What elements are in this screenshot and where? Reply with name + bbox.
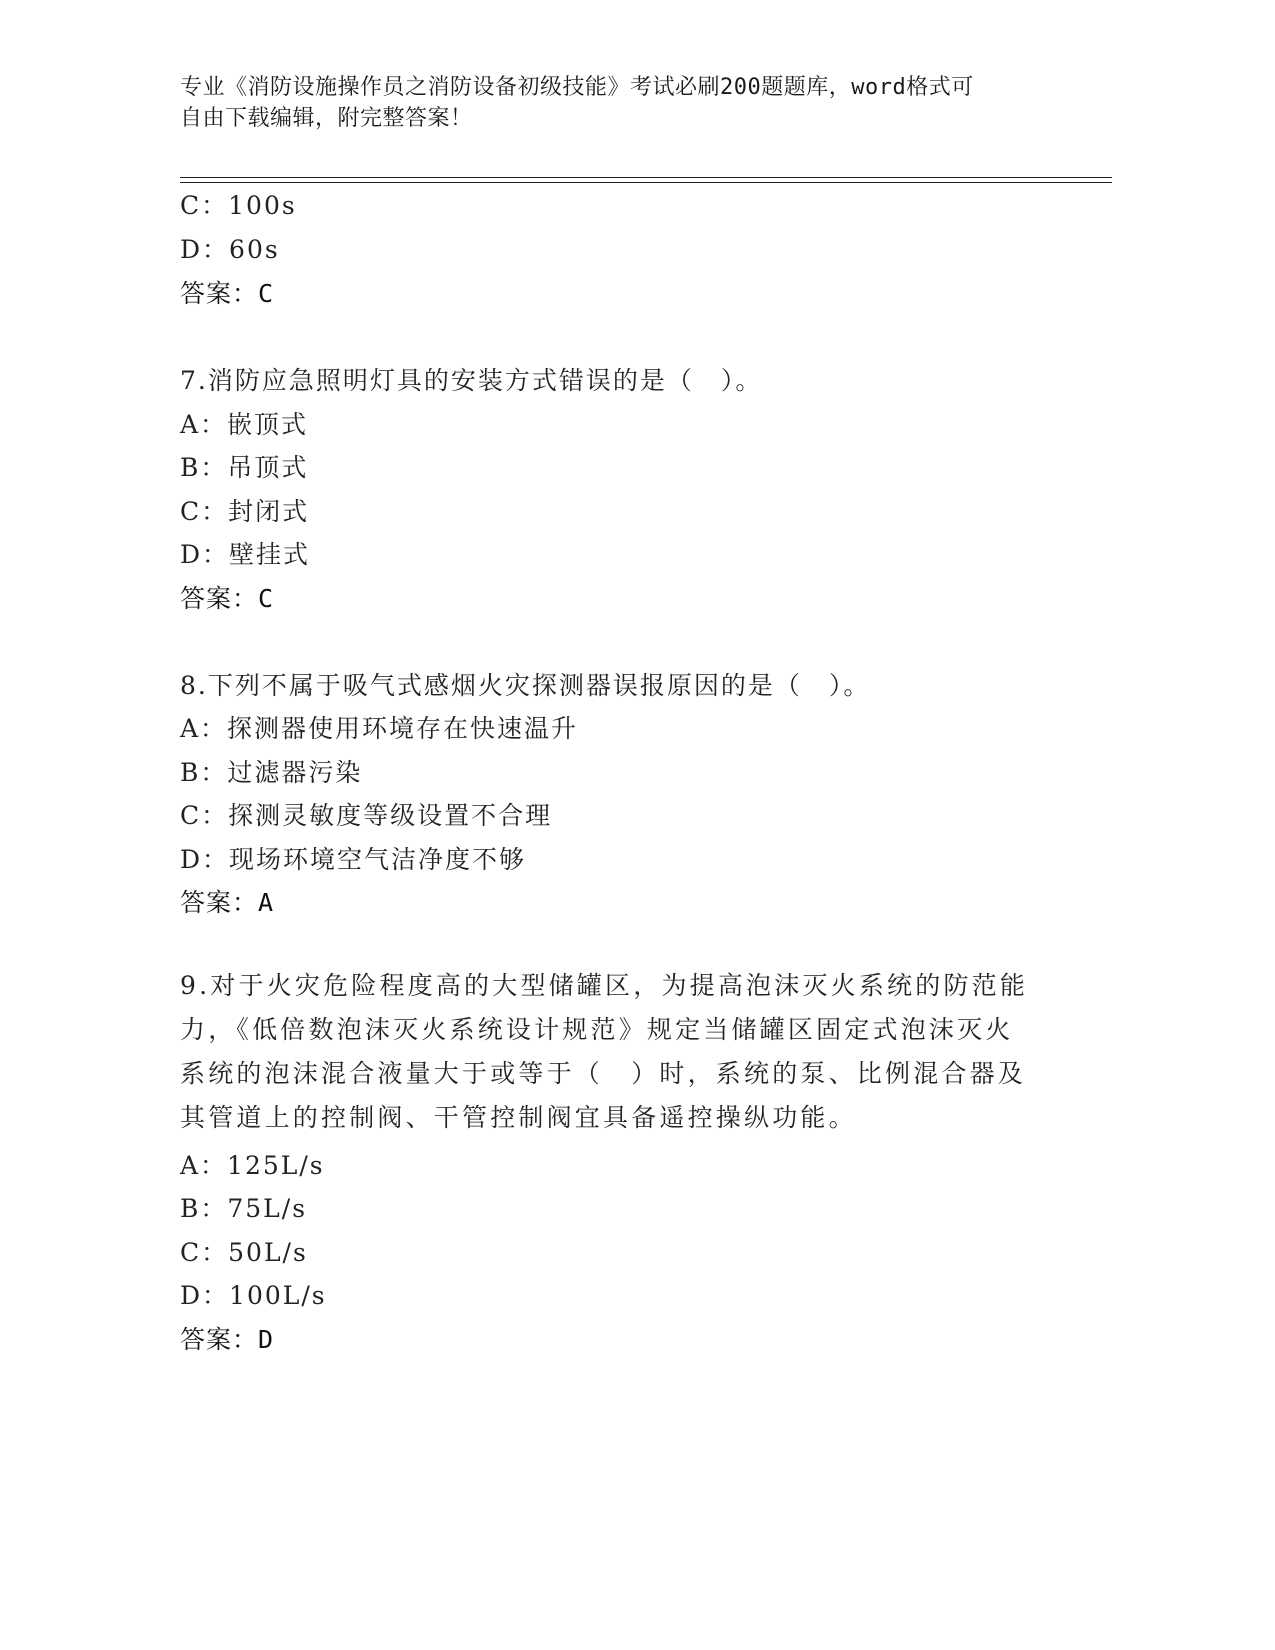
answer-line: 答案：D bbox=[180, 1325, 275, 1354]
document-header bbox=[180, 72, 1040, 134]
header-divider-top bbox=[180, 177, 1112, 178]
option-d: D：壁挂式 bbox=[180, 540, 311, 569]
option-d: D：现场环境空气洁净度不够 bbox=[180, 845, 527, 874]
option-a: A：探测器使用环境存在快速温升 bbox=[180, 714, 579, 743]
option-b: B：过滤器污染 bbox=[180, 758, 363, 787]
question-stem: 9.对于火灾危险程度高的大型储罐区，为提高泡沫灭火系统的防范能力，《低倍数泡沫灭火系统设计规范》规定当储罐区固定式泡沫灭火系统的泡沫混合液量大于或等于（ ）时，系统的泵、比例混合器及其管道上的控制阀、干管控制阀宜具备遥控操纵功能。 bbox=[180, 971, 1029, 1132]
question-stem: 8.下列不属于吸气式感烟火灾探测器误报原因的是（ ）。 bbox=[180, 671, 871, 700]
question-stem: 7.消防应急照明灯具的安装方式错误的是（ ）。 bbox=[180, 366, 763, 395]
option-d: D：60s bbox=[180, 235, 280, 264]
option-c: C：探测灵敏度等级设置不合理 bbox=[180, 801, 553, 830]
option-c: C：100s bbox=[180, 191, 297, 220]
answer-line: 答案：C bbox=[180, 584, 275, 613]
header-title-line-2: 自由下载编辑，附完整答案！ bbox=[180, 106, 473, 131]
answer-line: 答案：C bbox=[180, 279, 275, 308]
header-divider-bottom bbox=[180, 182, 1112, 183]
option-c: C：50L/s bbox=[180, 1238, 308, 1267]
option-a: A：嵌顶式 bbox=[180, 410, 309, 439]
option-b: B：75L/s bbox=[180, 1194, 308, 1223]
option-d: D：100L/s bbox=[180, 1281, 327, 1310]
header-title-line-1: 专业《消防设施操作员之消防设备初级技能》考试必刷200题题库，word格式可 bbox=[180, 75, 974, 100]
option-a: A：125L/s bbox=[180, 1151, 325, 1180]
option-c: C：封闭式 bbox=[180, 497, 310, 526]
answer-line: 答案：A bbox=[180, 888, 275, 917]
option-b: B：吊顶式 bbox=[180, 453, 309, 482]
